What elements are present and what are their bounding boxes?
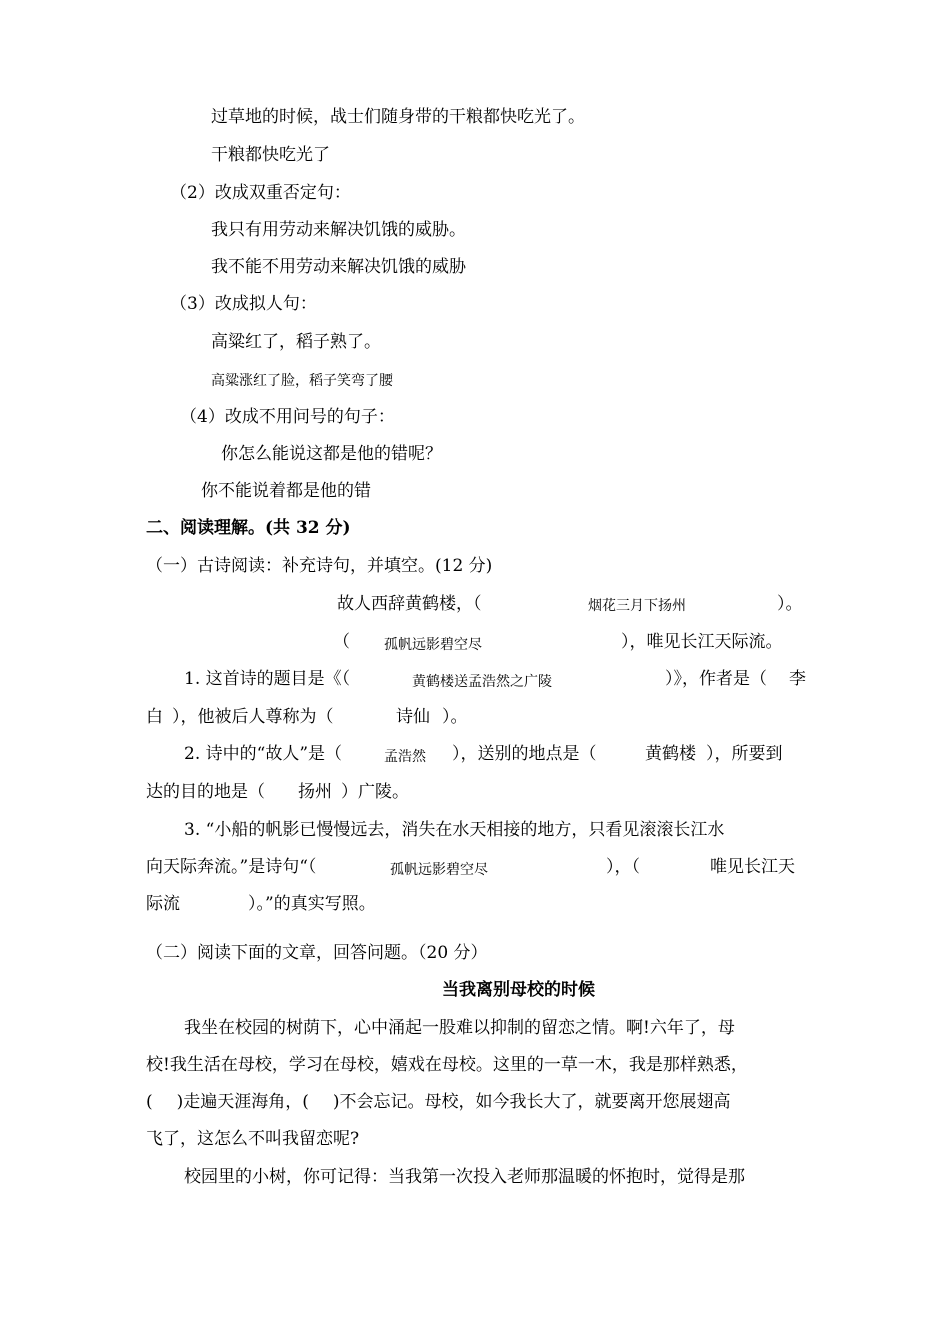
q3-answer-2a: 唯见长江天 <box>710 857 795 877</box>
section2-title: 二、阅读理解。(共 32 分) <box>146 518 351 538</box>
ex4-label: （4）改成不用问号的句子： <box>180 407 395 427</box>
q1-answer-title2: 诗仙 <box>396 707 430 727</box>
q2-text-b: ），送别的地点是（ <box>452 744 597 764</box>
ex3-sentence: 高粱红了，稻子熟了。 <box>211 332 381 352</box>
q3-answer-2b: 际流 <box>146 894 180 914</box>
q1-answer-title: 黄鹤楼送孟浩然之广陵 <box>412 674 552 690</box>
q1-answer-author-1: 李 <box>789 669 806 689</box>
article-p2-line1: 校园里的小树，你可记得：当我第一次投入老师那温暖的怀抱时，觉得是那 <box>184 1167 745 1187</box>
poem-line1-text: 故人西辞黄鹤楼，（ <box>337 594 482 614</box>
article-p1-line4: 飞了，这怎么不叫我留恋呢? <box>146 1129 360 1149</box>
q3-text-d: ）。”的真实写照。 <box>248 894 376 914</box>
ex1-sentence: 过草地的时候，战士们随身带的干粮都快吃光了。 <box>211 107 585 127</box>
ex2-sentence: 我只有用劳动来解决饥饿的威胁。 <box>211 220 466 240</box>
poem-line2-end: ），唯见长江天际流。 <box>621 632 783 652</box>
q2-answer-person: 孟浩然 <box>384 749 426 765</box>
blank-open-1: ( <box>146 1092 153 1112</box>
article-p1-line3 <box>146 1089 731 1115</box>
article-p1-line2: 校!我生活在母校，学习在母校，嬉戏在母校。这里的一草一木，我是那样熟悉， <box>146 1055 748 1075</box>
ex3-label: （3）改成拟人句： <box>170 294 317 314</box>
q1-text-a: 1. 这首诗的题目是《（ <box>184 669 351 689</box>
article-title: 当我离别母校的时候 <box>442 980 595 1000</box>
q2-text-a: 2. 诗中的“故人”是（ <box>184 744 343 764</box>
poem-line2-answer: 孤帆远影碧空尽 <box>384 637 482 653</box>
q2-text-d: 达的目的地是（ <box>146 782 265 802</box>
q3-text-b: 向天际奔流。”是诗句“（ <box>146 857 317 877</box>
ex4-answer: 你不能说着都是他的错 <box>201 481 371 501</box>
article-p1-line3-mid: )走遍天涯海角，( <box>176 1092 309 1112</box>
q1-answer-author-2: 白 <box>146 707 163 727</box>
q2-text-e: ）广陵。 <box>341 782 409 802</box>
q3-text-a: 3. “小船的帆影已慢慢远去，消失在水天相接的地方，只看见滚滚长江水 <box>184 820 725 840</box>
q3-answer-1: 孤帆远影碧空尽 <box>390 862 488 878</box>
q1-text-b: ）》，作者是（ <box>665 669 767 689</box>
reading-heading: （二）阅读下面的文章，回答问题。（20 分） <box>146 943 488 963</box>
q3-text-c: ），（ <box>606 857 640 877</box>
ex2-label: （2）改成双重否定句： <box>170 183 351 203</box>
poem-heading: （一）古诗阅读：补充诗句，并填空。(12 分) <box>146 556 493 576</box>
poem-line1-end: ）。 <box>777 594 803 614</box>
q2-answer-place: 黄鹤楼 <box>645 744 696 764</box>
article-p1-line3-end: )不会忘记。母校，如今我长大了，就要离开您展翅高 <box>332 1092 731 1112</box>
q1-text-c: ），他被后人尊称为（ <box>172 707 334 727</box>
poem-line1-answer: 烟花三月下扬州 <box>588 598 686 614</box>
q2-text-c: ），所要到 <box>706 744 783 764</box>
ex4-sentence: 你怎么能说这都是他的错呢？ <box>221 444 442 464</box>
poem-line2-open: （ <box>333 632 350 652</box>
article-p1-line1: 我坐在校园的树荫下，心中涌起一股难以抑制的留恋之情。啊!六年了，母 <box>184 1018 735 1038</box>
ex3-answer: 高粱涨红了脸，稻子笑弯了腰 <box>211 373 393 389</box>
q2-answer-dest: 扬州 <box>298 782 332 802</box>
q1-text-d: ）。 <box>442 707 468 727</box>
ex2-answer: 我不能不用劳动来解决饥饿的威胁 <box>211 257 466 277</box>
ex1-answer: 干粮都快吃光了 <box>211 145 330 165</box>
